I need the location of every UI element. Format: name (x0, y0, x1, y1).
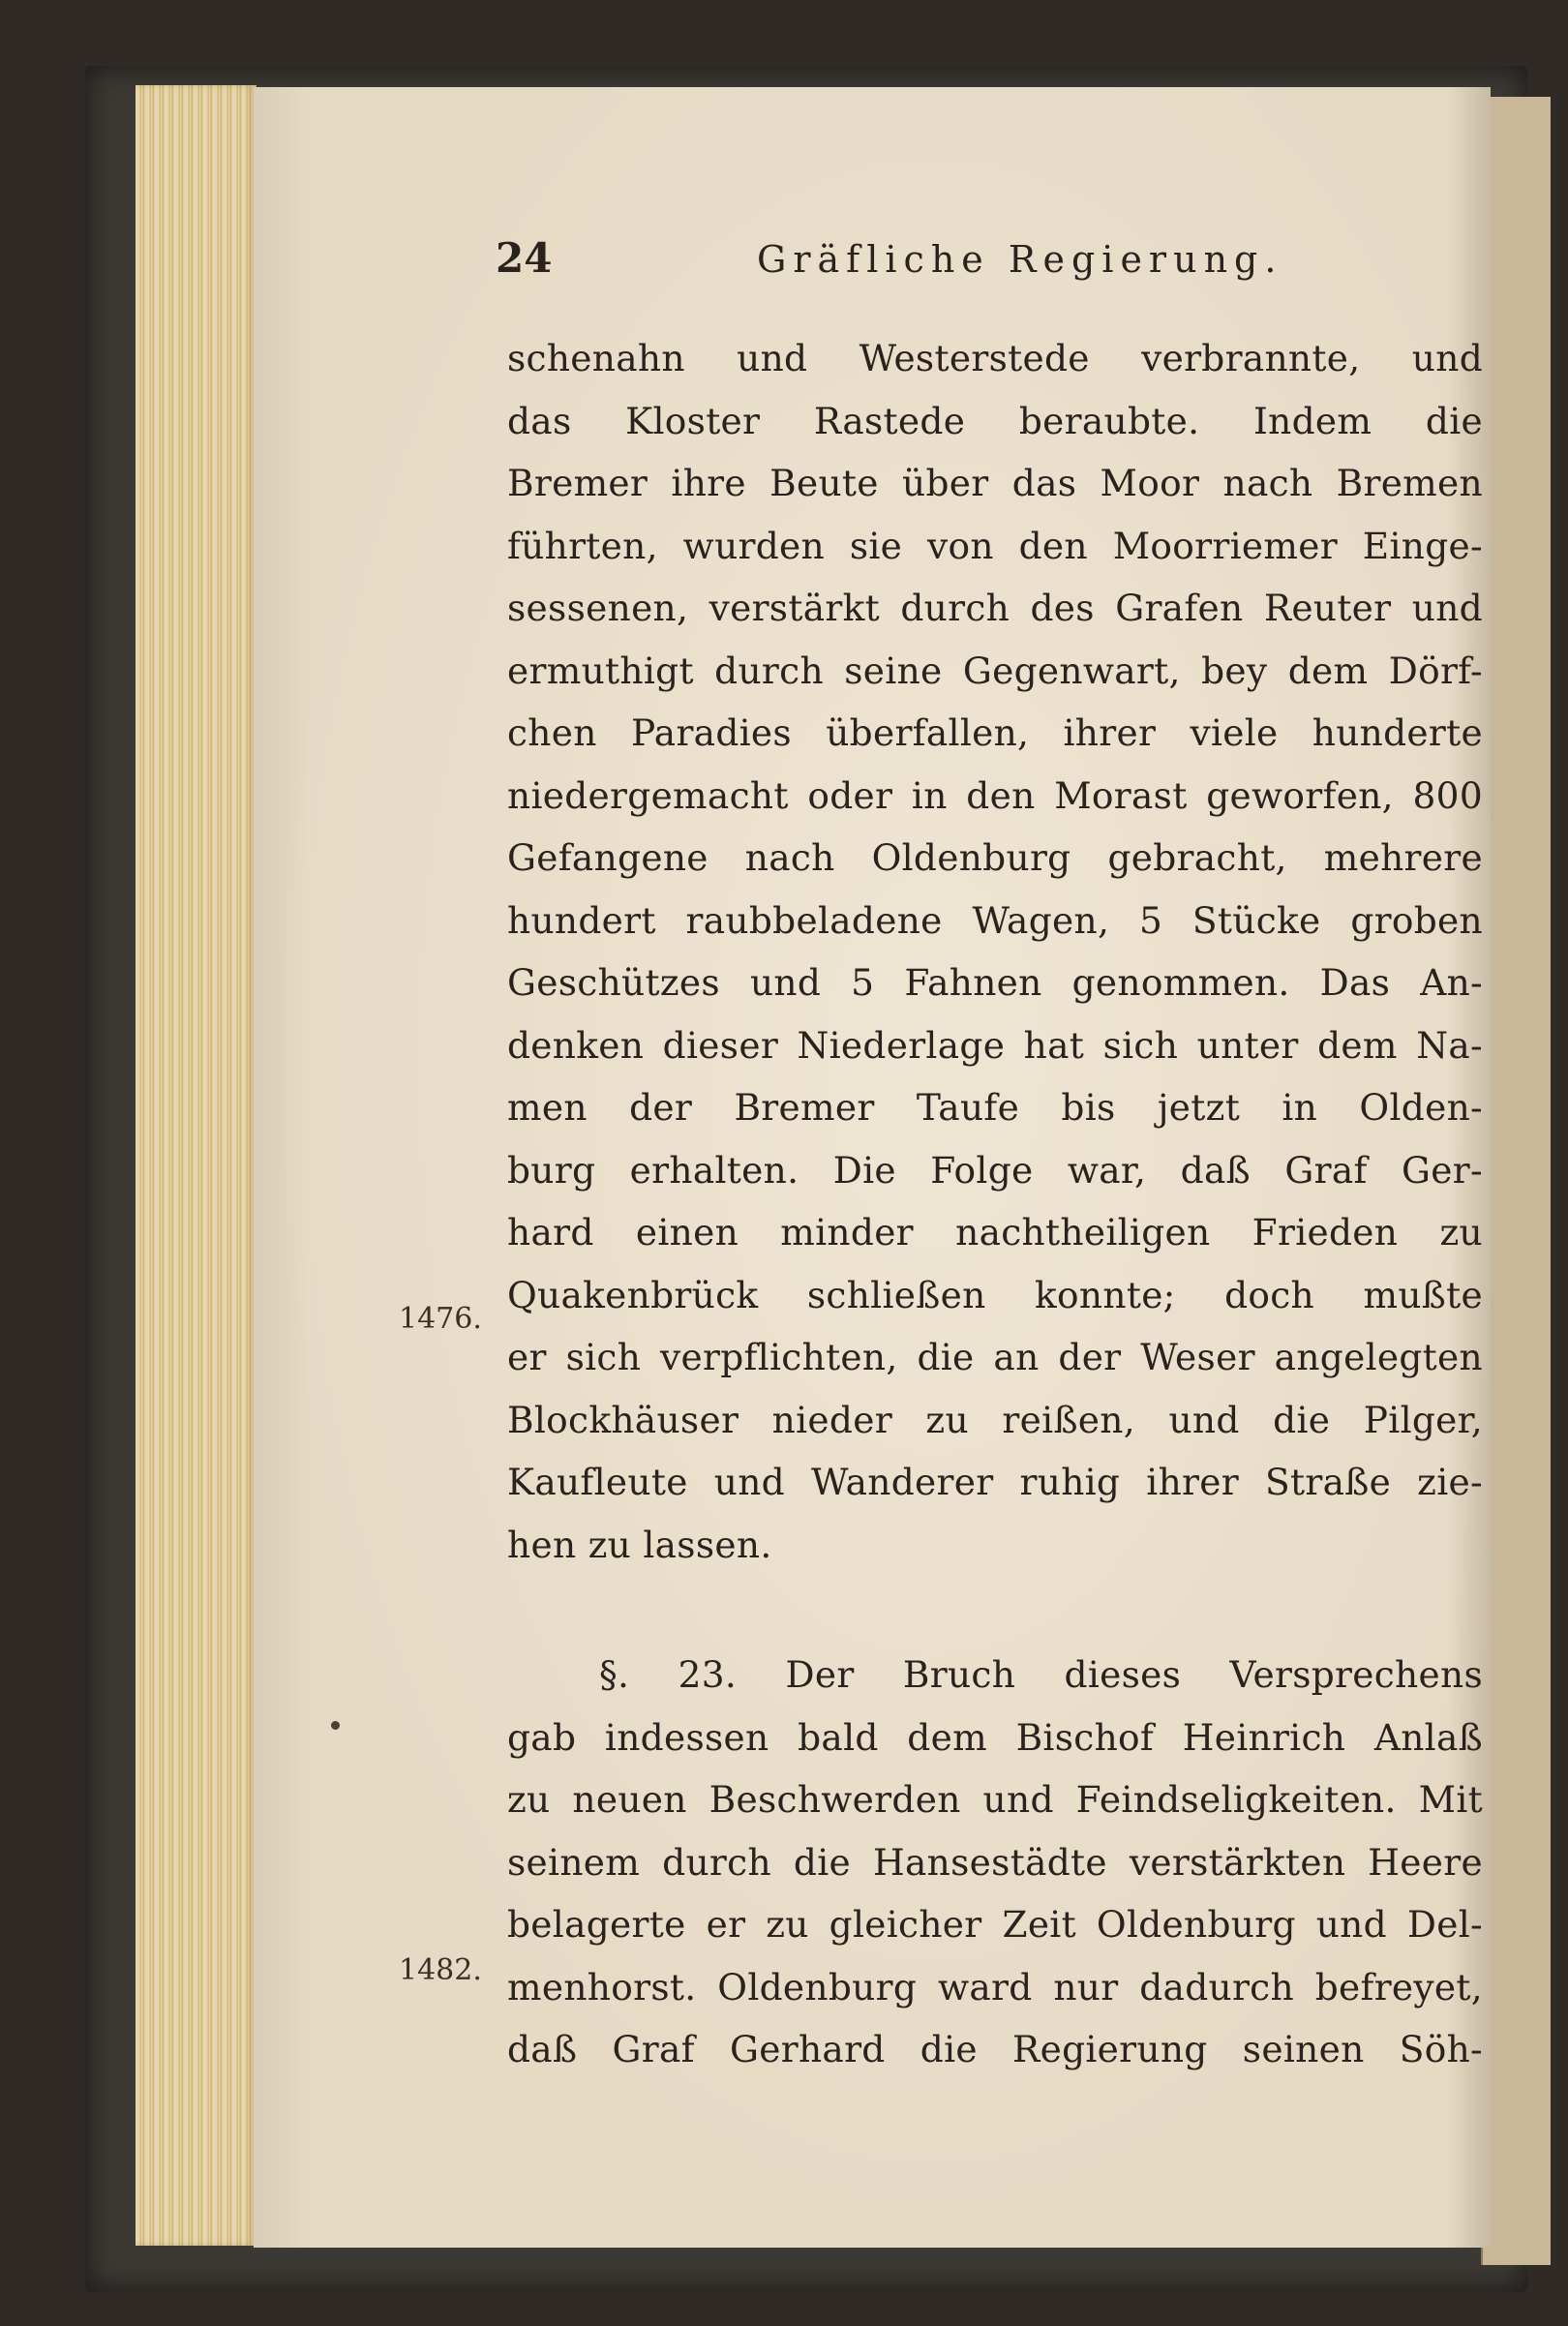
text-line: burg erhalten. Die Folge war, daß Graf Ger- (507, 1148, 1483, 1192)
text-line: sessenen, verstärkt durch des Grafen Reuter und (507, 587, 1483, 629)
text-line: Kaufleute und Wanderer ruhig ihrer Straße zie- (507, 1461, 1483, 1503)
text-line: daß Graf Gerhard die Regierung seinen Söh- (507, 2028, 1483, 2070)
text-line: Geschützes und 5 Fahnen genommen. Das An- (507, 961, 1483, 1004)
text-line: Bremer ihre Beute über das Moor nach Bremen (507, 462, 1483, 504)
text-line: denken dieser Niederlage hat sich unter dem Na- (507, 1023, 1483, 1067)
text-line: hundert raubbeladene Wagen, 5 Stücke groben (507, 898, 1483, 942)
running-head: Gräfliche Regierung. (757, 238, 1283, 281)
text-line: das Kloster Rastede beraubte. Indem die (507, 399, 1483, 442)
text-line: hard einen minder nachtheiligen Frieden zu (507, 1211, 1483, 1254)
text-line: schenahn und Westerstede verbrannte, und (507, 337, 1483, 379)
text-line: ermuthigt durch seine Gegenwart, bey dem Dörf- (507, 649, 1483, 692)
ink-spot (331, 1721, 340, 1730)
text-line: zu neuen Beschwerden und Feindseligkeiten. Mit (507, 1778, 1483, 1821)
text-line: führten, wurden sie von den Moorriemer Einge- (507, 524, 1483, 567)
text-line: gab indessen bald dem Bischof Heinrich Anlaß (507, 1715, 1483, 1759)
margin-year-1476: 1476. (399, 1302, 482, 1336)
text-line: §. 23. Der Bruch dieses Versprechens (599, 1653, 1483, 1696)
text-line: menhorst. Oldenburg ward nur dadurch befreyet, (507, 1965, 1483, 2009)
text-line: belagerte er zu gleicher Zeit Oldenburg und Del- (507, 1903, 1483, 1946)
text-line: chen Paradies überfallen, ihrer viele hunderte (507, 711, 1483, 754)
text-line: hen zu lassen. (507, 1523, 772, 1566)
text-line: Gefangene nach Oldenburg gebracht, mehrere (507, 836, 1483, 879)
text-block (507, 327, 1483, 2081)
text-line: er sich verpflichten, die an der Weser angelegten (507, 1336, 1483, 1378)
facing-page-edge (1481, 97, 1551, 2265)
margin-year-1482: 1482. (399, 1953, 482, 1987)
page-header (254, 234, 1491, 292)
page-edges (136, 85, 256, 2246)
paragraph-gap (507, 1576, 1483, 1644)
text-line: Blockhäuser nieder zu reißen, und die Pilger, (507, 1398, 1483, 1441)
text-line: niedergemacht oder in den Morast geworfen, 800 (507, 773, 1483, 817)
text-line: men der Bremer Taufe bis jetzt in Olden- (507, 1086, 1483, 1129)
text-line: seinem durch die Hansestädte verstärkten Heere (507, 1840, 1483, 1884)
page-number: 24 (496, 234, 553, 282)
book-page (254, 87, 1491, 2248)
text-line: Quakenbrück schließen konnte; doch mußte (507, 1273, 1483, 1316)
